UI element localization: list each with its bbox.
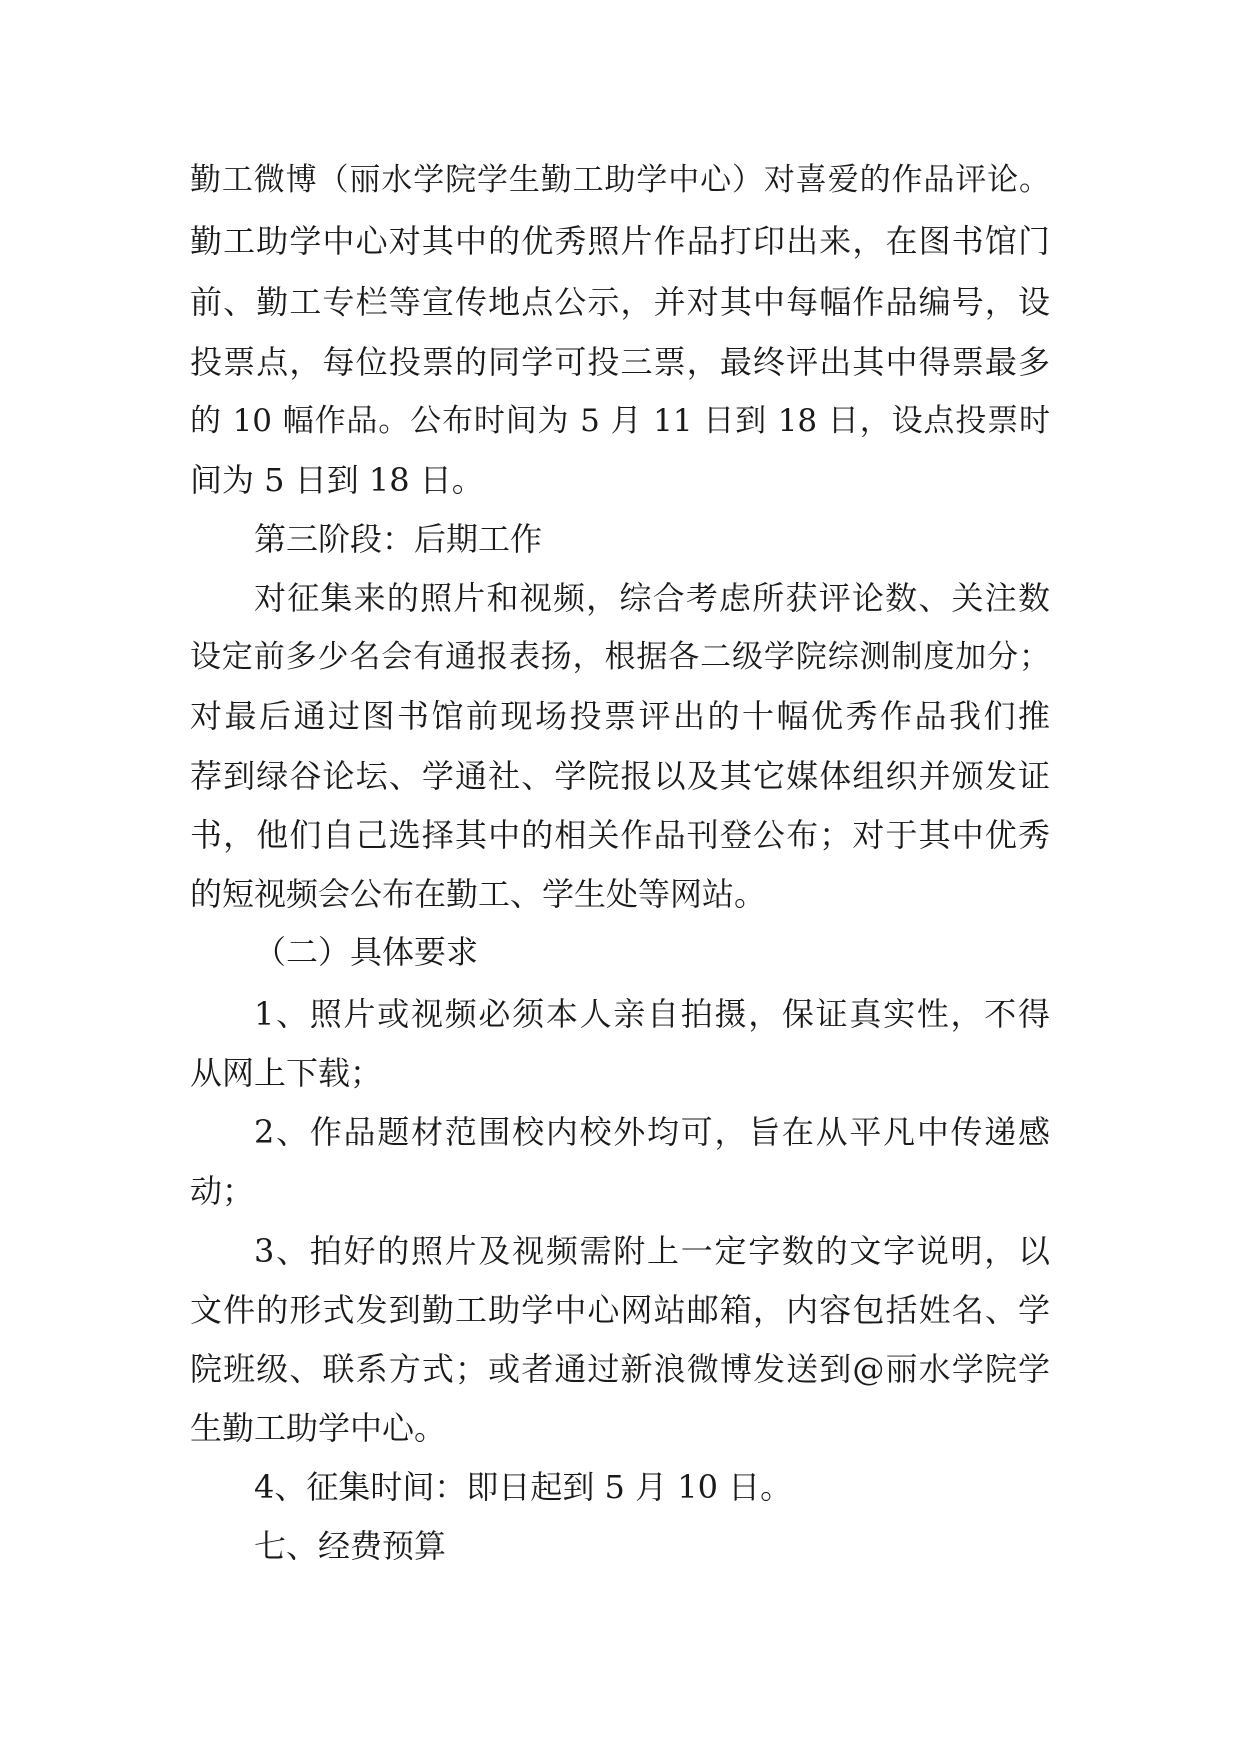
paragraph-line: 的 10 幅作品。公布时间为 5 月 11 日到 18 日，设点投票时 <box>190 403 1050 439</box>
section-heading: 第三阶段：后期工作 <box>254 520 543 558</box>
paragraph-line: 勤工微博（丽水学院学生勤工助学中心）对喜爱的作品评论。 <box>190 162 1050 198</box>
paragraph-line: 荐到绿谷论坛、学通社、学院报以及其它媒体组织并颁发证 <box>190 757 1050 795</box>
paragraph-line: 前、勤工专栏等宣传地点公示，并对其中每幅作品编号，设 <box>190 283 1050 321</box>
paragraph-line: 设定前多少名会有通报表扬，根据各二级学院综测制度加分； <box>190 639 1050 675</box>
paragraph-line: 对最后通过图书馆前现场投票评出的十幅优秀作品我们推 <box>190 697 1050 735</box>
paragraph-line: 间为 5 日到 18 日。 <box>190 461 484 499</box>
paragraph-line: 动； <box>190 1172 255 1210</box>
paragraph-line: 院班级、联系方式；或者通过新浪微博发送到@丽水学院学 <box>190 1350 1050 1388</box>
paragraph-line: 的短视频会公布在勤工、学生处等网站。 <box>190 875 767 913</box>
paragraph-line: 3、拍好的照片及视频需附上一定字数的文字说明，以 <box>254 1232 1050 1270</box>
paragraph-line: 从网上下载； <box>190 1054 383 1092</box>
section-heading: 七、经费预算 <box>254 1527 447 1565</box>
paragraph-line: 生勤工助学中心。 <box>190 1409 447 1447</box>
paragraph-line: 投票点，每位投票的同学可投三票，最终评出其中得票最多 <box>190 343 1050 381</box>
paragraph-line: 勤工助学中心对其中的优秀照片作品打印出来，在图书馆门 <box>190 222 1050 260</box>
paragraph-line: 2、作品题材范围校内校外均可，旨在从平凡中传递感 <box>254 1113 1050 1151</box>
paragraph-line: 4、征集时间：即日起到 5 月 10 日。 <box>254 1468 793 1506</box>
paragraph-line: 书，他们自己选择其中的相关作品刊登公布；对于其中优秀 <box>190 816 1050 854</box>
paragraph-line: 1、照片或视频必须本人亲自拍摄，保证真实性，不得 <box>254 995 1050 1033</box>
paragraph-line: 对征集来的照片和视频，综合考虑所获评论数、关注数 <box>254 579 1050 617</box>
subsection-heading: （二）具体要求 <box>254 933 479 971</box>
paragraph-line: 文件的形式发到勤工助学中心网站邮箱，内容包括姓名、学 <box>190 1291 1050 1329</box>
